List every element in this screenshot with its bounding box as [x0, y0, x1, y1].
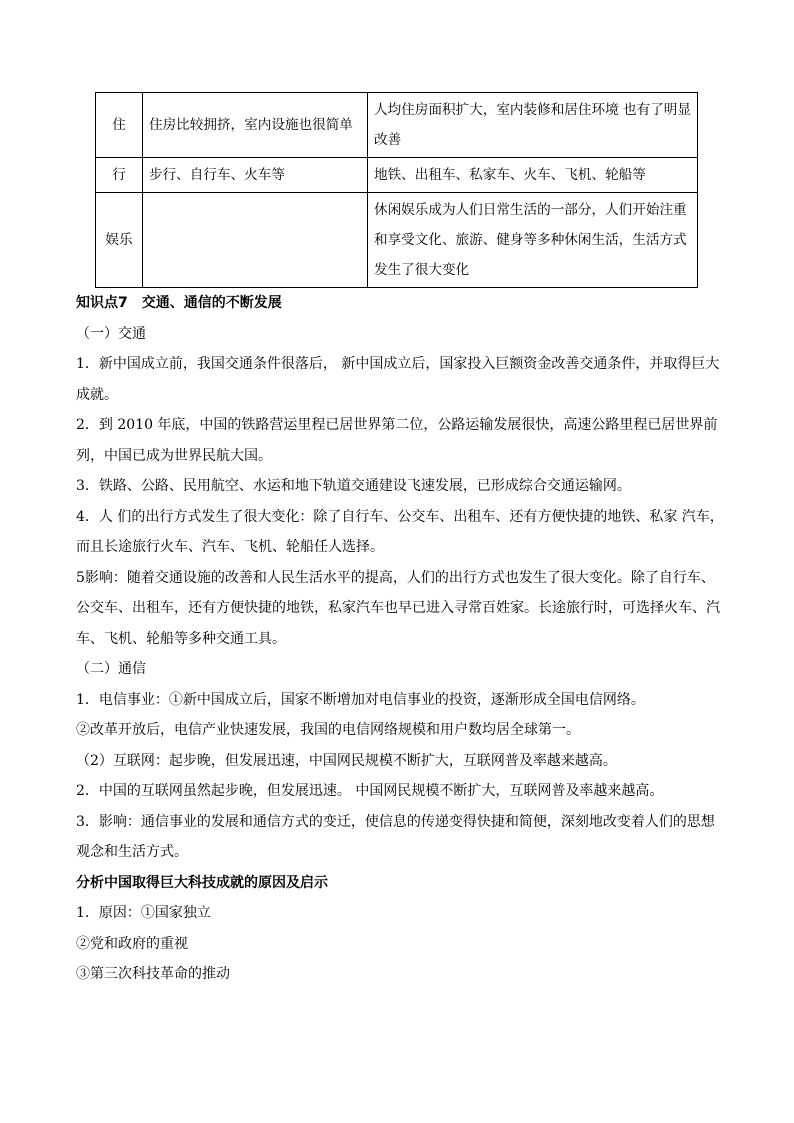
paragraph: 4．人 们的出行方式发生了很大变化：除了自行车、公交车、出租车、还有方便快捷的地铁、私家 汽车，而且长途旅行火车、汽车、飞机、轮船任人选择。 — [76, 508, 724, 555]
paragraph: 1．电信事业：①新中国成立后，国家不断增加对电信事业的投资，逐渐形成全国电信网络。 — [76, 691, 645, 708]
subheading-transport: （一）交通 — [76, 325, 146, 342]
paragraph: ③第三次科技革命的推动 — [76, 966, 230, 982]
row-label: 娱乐 — [96, 193, 143, 288]
paragraph: ②改革开放后，电信产业快速发展，我国的电信网络规模和用户数均居全球第一。 — [76, 722, 580, 738]
before-cell — [143, 193, 368, 288]
before-cell: 住房比较拥挤，室内设施也很简单 — [143, 93, 368, 158]
life-change-table — [95, 92, 698, 288]
paragraph: 3．影响：通信事业的发展和通信方式的变迁，使信息的传递变得快捷和简便，深刻地改变着人们的思想观念和生活方式。 — [76, 813, 715, 860]
paragraph: 5影响：随着交通设施的改善和人民生活水平的提高，人们的出行方式也发生了很大变化。除了自行车、公交车、出租车，还有方便快捷的地铁，私家汽车也早已进入寻常百姓家。长途旅行时，可选择火车、汽车、飞机、轮船等多种交通工具。 — [76, 569, 720, 647]
after-cell: 人均住房面积扩大，室内装修和居住环境 也有了明显改善 — [368, 93, 698, 158]
row-label: 住 — [96, 93, 143, 158]
paragraph: 1．原因：①国家独立 — [76, 905, 211, 921]
section-heading-analysis: 分析中国取得巨大科技成就的原因及启示 — [76, 874, 328, 891]
paragraph: 3．铁路、公路、民用航空、水运和地下轨道交通建设飞速发展，已形成综合交通运输网。 — [76, 478, 631, 494]
subheading-communication: （二）通信 — [76, 661, 146, 677]
body-text — [76, 288, 726, 990]
paragraph: 2．中国的互联网虽然起步晚，但发展迅速。 中国网民规模不断扩大，互联网普及率越来越高。 — [76, 783, 664, 799]
paragraph: ②党和政府的重视 — [76, 935, 188, 952]
after-cell: 休闲娱乐成为人们日常生活的一部分，人们开始注重和享受文化、旅游、健身等多种休闲生活，生活方式发生了很大变化 — [368, 193, 698, 288]
paragraph: （2）互联网：起步晚，但发展迅速，中国网民规模不断扩大，互联网普及率越来越高。 — [76, 752, 617, 769]
table-row — [96, 158, 698, 193]
row-label: 行 — [96, 158, 143, 193]
before-cell: 步行、自行车、火车等 — [143, 158, 368, 193]
table-row — [96, 93, 698, 158]
paragraph: 2．到 2010 年底，中国的铁路营运里程已居世界第二位，公路运输发展很快，高速公路里程已居世界前列，中国已成为世界民航大国。 — [76, 417, 718, 464]
section-heading-kp7: 知识点7 交通、通信的不断发展 — [76, 295, 282, 311]
paragraph: 1．新中国成立前，我国交通条件很落后， 新中国成立后，国家投入巨额资金改善交通条件，并取得巨大成就。 — [76, 356, 720, 403]
table-row — [96, 193, 698, 288]
after-cell: 地铁、出租车、私家车、火车、飞机、轮船等 — [368, 158, 698, 193]
